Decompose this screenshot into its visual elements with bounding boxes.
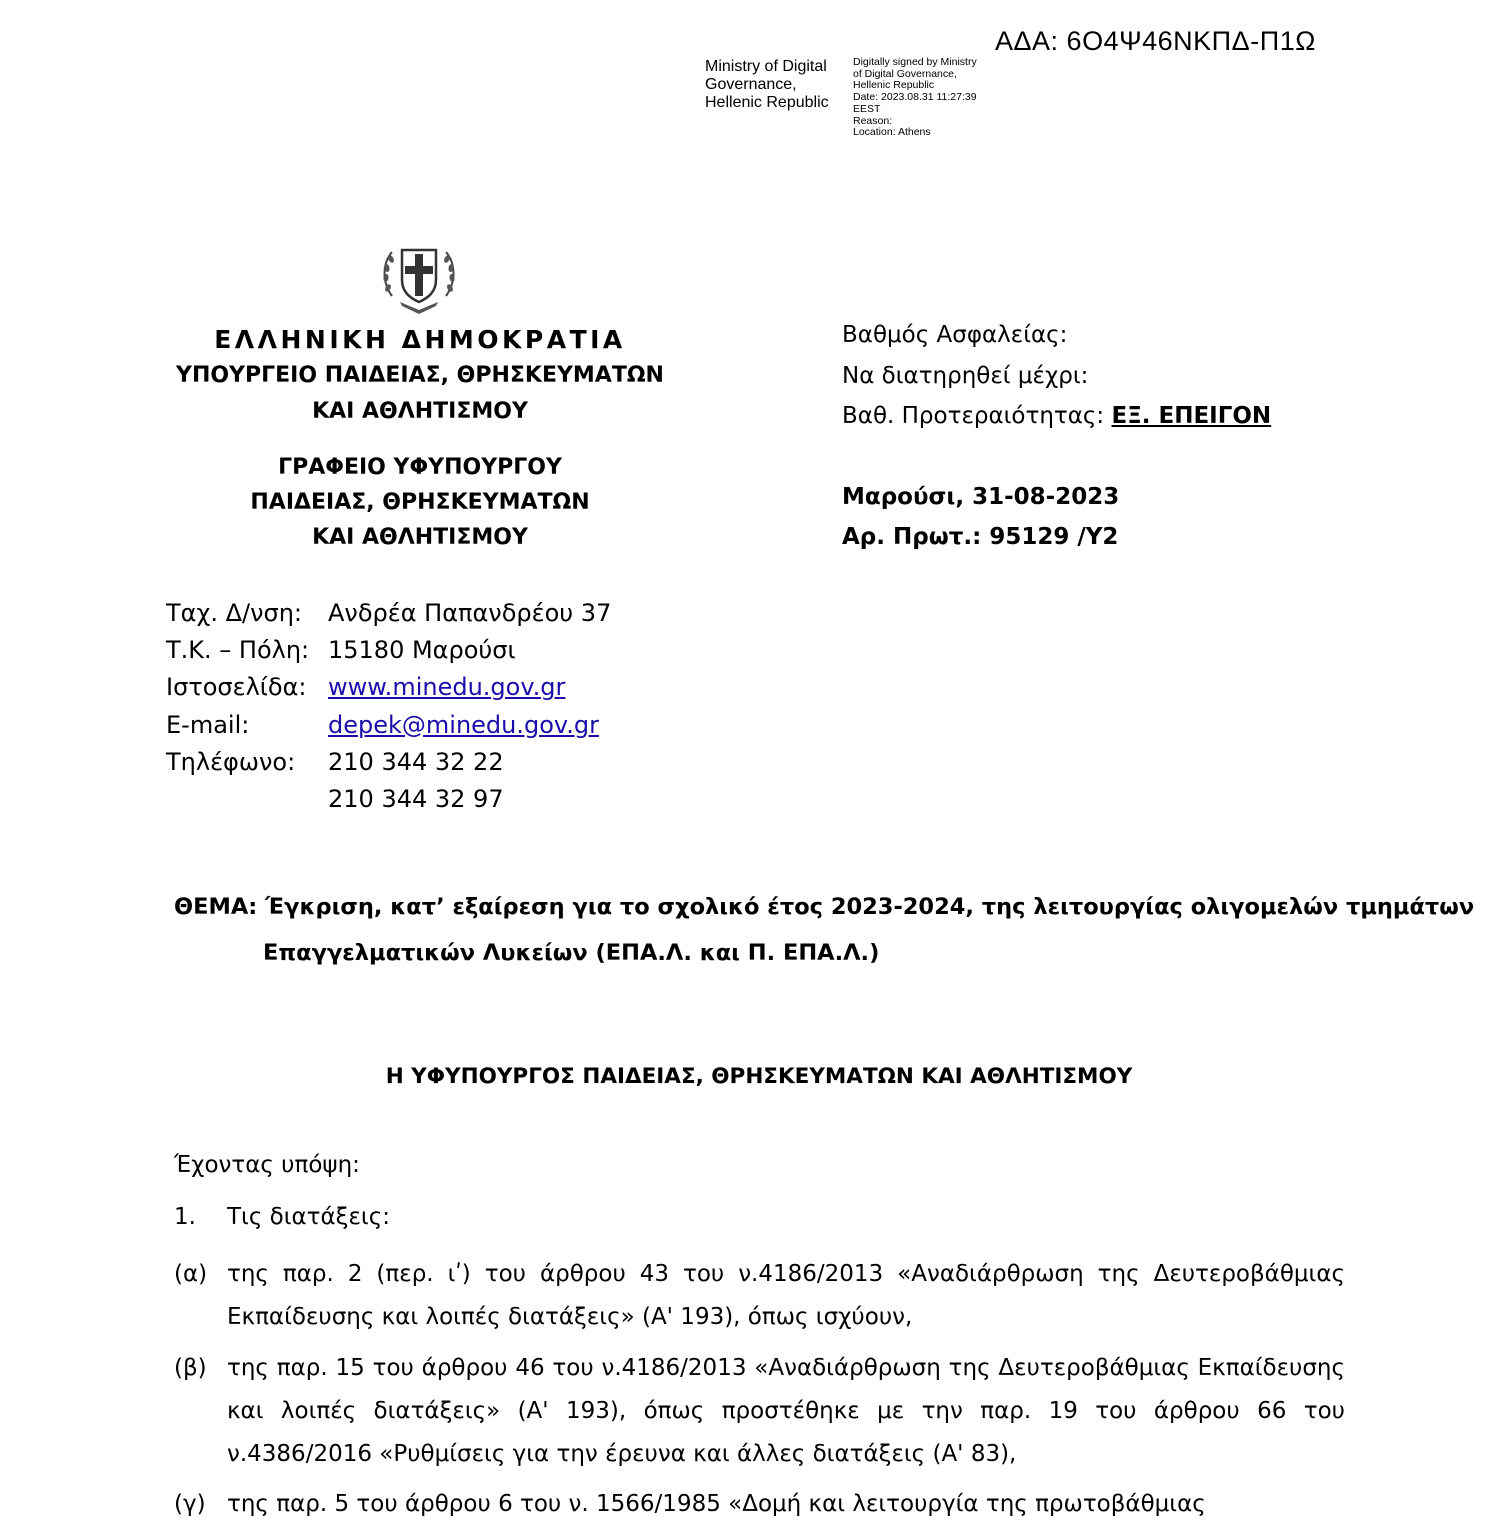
signature-signer-line: Governance, <box>705 76 797 93</box>
subject-line: ΘΕΜΑ: Έγκριση, κατ’ εξαίρεση για το σχολικό έτος 2023-2024, της λειτουργίας ολιγομελών τμημάτων <box>174 894 1475 920</box>
list-item <box>174 1347 1345 1476</box>
list-item-text: της παρ. 5 του άρθρου 6 του ν. 1566/1985 «Δομή και λειτουργία της πρωτοβάθμιας <box>227 1491 1206 1517</box>
keep-until: Να διατηρηθεί μέχρι: <box>842 362 1089 389</box>
security-level: Βαθμός Ασφαλείας: <box>842 322 1068 349</box>
list-item-number: (α) <box>174 1261 208 1287</box>
document-classification <box>842 315 1271 558</box>
subject-line: Επαγγελματικών Λυκείων (ΕΠΑ.Λ. και Π. ΕΠΑ.Λ.) <box>263 940 880 966</box>
signature-signer-line: Ministry of Digital <box>705 58 827 75</box>
contact-value: 15180 Μαρούσι <box>328 635 516 664</box>
priority-line <box>842 396 1271 437</box>
priority-label: Βαθ. Προτεραιότητας: <box>842 403 1105 430</box>
protocol-number: Αρ. Πρωτ.: 95129 /Υ2 <box>842 524 1119 551</box>
office-name-line: ΠΑΙΔΕΙΑΣ, ΘΡΗΣΚΕΥΜΑΤΩΝ <box>250 490 590 515</box>
contact-row <box>166 743 611 780</box>
signature-details <box>853 57 977 139</box>
office-name-line: ΚΑΙ ΑΘΛΗΤΙΣΜΟΥ <box>312 525 528 550</box>
contact-label: E-mail: <box>166 710 250 739</box>
ministry-name-line: ΥΠΟΥΡΓΕΙΟ ΠΑΙΔΕΙΑΣ, ΘΡΗΣΚΕΥΜΑΤΩΝ <box>176 363 664 388</box>
place-date: Μαρούσι, 31-08-2023 <box>842 483 1120 510</box>
contact-details <box>166 594 611 818</box>
ada-code: ΑΔΑ: 6Ο4Ψ46ΝΚΠΔ-Π1Ω <box>995 26 1316 56</box>
contact-row <box>166 631 611 668</box>
signature-detail-line: Hellenic Republic <box>853 79 935 92</box>
signature-detail-line: Reason: <box>853 114 893 127</box>
contact-label: Ταχ. Δ/νση: <box>166 598 303 627</box>
coat-of-arms-icon <box>378 236 460 318</box>
email-link[interactable]: depek@minedu.gov.gr <box>328 710 599 739</box>
list-item-text: της παρ. 15 του άρθρου 46 του ν.4186/2013 «Αναδιάρθρωση της Δευτεροβάθμιας Εκπαίδευσης και λοιπές διατάξεις» (Α' 193), όπως προστέθηκε με την παρ. 19 του άρθρου 66 του ν.4386/2016 «Ρυθμίσεις για την έρευνα και άλλες διατάξεις (Α' 83), <box>227 1355 1345 1467</box>
signature-detail-line: Digitally signed by Ministry <box>853 56 977 68</box>
signature-detail-line: Date: 2023.08.31 11:27:39 <box>853 91 977 104</box>
signature-detail-line: EEST <box>853 102 881 115</box>
contact-label: Τ.Κ. – Πόλη: <box>166 635 310 664</box>
subject <box>174 884 1475 976</box>
list-item-number: (γ) <box>174 1491 206 1517</box>
contact-row <box>166 780 611 817</box>
contact-label: Τηλέφωνο: <box>166 747 296 776</box>
contact-label: Ιστοσελίδα: <box>166 673 307 702</box>
sender-header <box>150 322 690 555</box>
list-item-text: Τις διατάξεις: <box>227 1204 390 1230</box>
contact-value: 210 344 32 97 <box>328 785 504 814</box>
office-name-line: ΓΡΑΦΕΙΟ ΥΦΥΠΟΥΡΓΟΥ <box>278 455 562 480</box>
republic-title: ΕΛΛΗΝΙΚΗ ΔΗΜΟΚΡΑΤΙΑ <box>214 325 626 354</box>
website-link[interactable]: www.minedu.gov.gr <box>328 673 566 702</box>
issuer-title: Η ΥΦΥΠΟΥΡΓΟΣ ΠΑΙΔΕΙΑΣ, ΘΡΗΣΚΕΥΜΑΤΩΝ ΚΑΙ ΑΘΛΗΤΙΣΜΟΥ <box>385 1064 1133 1089</box>
list-item <box>174 1204 1345 1230</box>
list-item-number: (β) <box>174 1355 207 1381</box>
priority-value: ΕΞ. ΕΠΕΙΓΟΝ <box>1111 403 1272 430</box>
signature-signer <box>705 58 829 112</box>
contact-value: 210 344 32 22 <box>328 747 504 776</box>
contact-value: Ανδρέα Παπανδρέου 37 <box>328 598 612 627</box>
signature-signer-line: Hellenic Republic <box>705 94 829 111</box>
contact-row <box>166 594 611 631</box>
list-item-number: 1. <box>174 1204 196 1230</box>
list-item-text: της παρ. 2 (περ. ιʹ) του άρθρου 43 του ν.4186/2013 «Αναδιάρθρωση της Δευτεροβάθμιας Εκπαίδευσης και λοιπές διατάξεις» (Α' 193), όπως ισχύουν, <box>227 1261 1345 1330</box>
ministry-name-line: ΚΑΙ ΑΘΛΗΤΙΣΜΟΥ <box>312 399 528 424</box>
list-item <box>174 1483 1345 1526</box>
contact-row <box>166 706 611 743</box>
signature-detail-line: of Digital Governance, <box>853 67 957 80</box>
list-item <box>174 1253 1345 1339</box>
office-name <box>150 450 690 555</box>
body-intro: Έχοντας υπόψη: <box>174 1152 360 1178</box>
signature-detail-line: Location: Athens <box>853 126 931 139</box>
contact-row <box>166 669 611 706</box>
